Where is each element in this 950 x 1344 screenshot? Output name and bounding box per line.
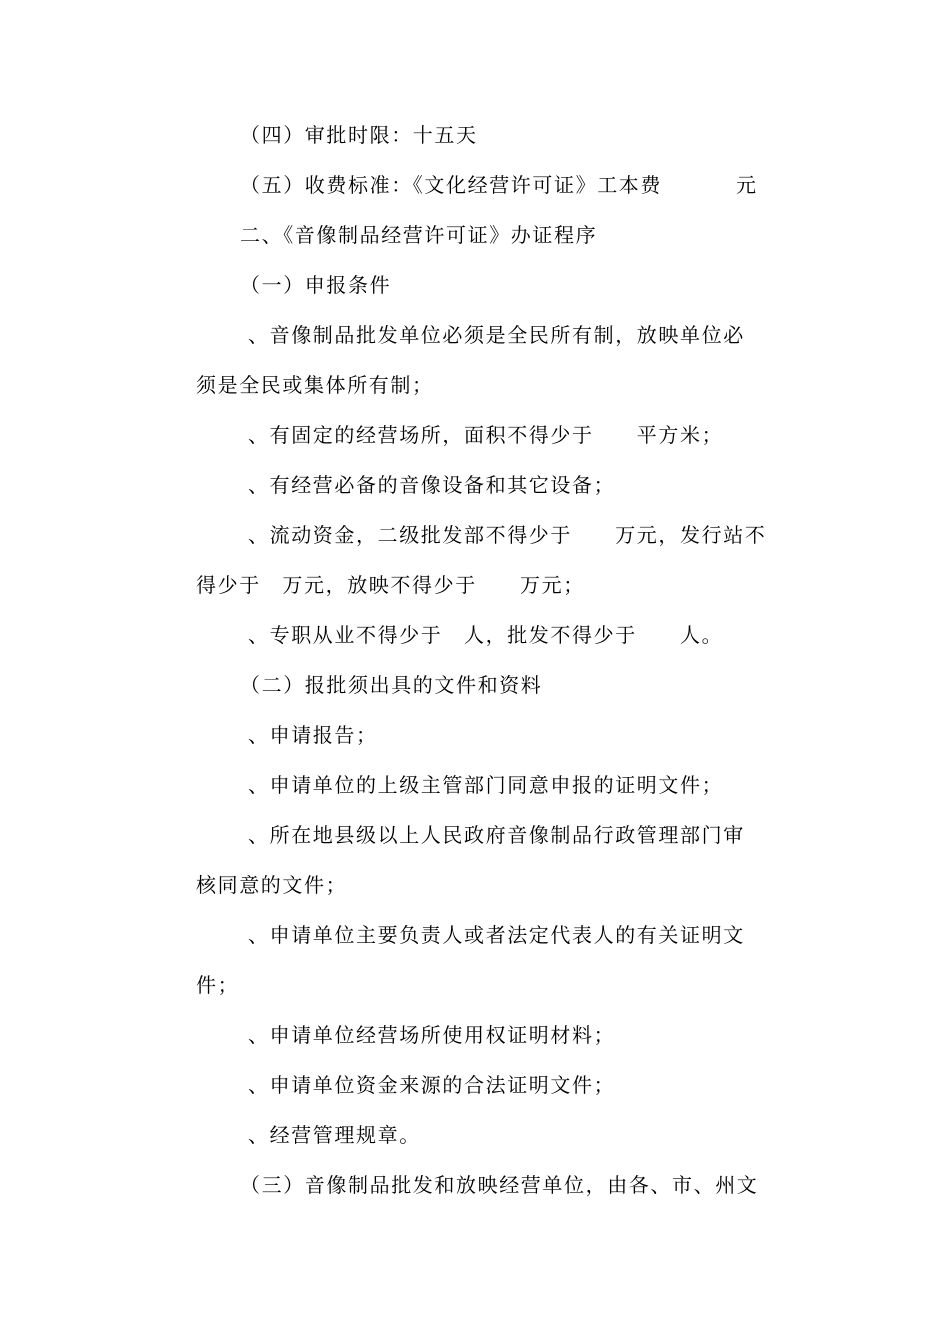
document-4-line-b: 件； bbox=[196, 973, 240, 997]
fee-standard-line: （五）收费标准：《文化经营许可证》工本费 bbox=[240, 173, 662, 197]
document-4-line-a: 、申请单位主要负责人或者法定代表人的有关证明文 bbox=[248, 923, 745, 947]
condition-1-line-a: 、音像制品批发单位必须是全民所有制，放映单位必 bbox=[248, 323, 745, 347]
document-6-line: 、申请单位资金来源的合法证明文件； bbox=[248, 1073, 616, 1097]
fee-unit-text: 元 bbox=[736, 173, 758, 197]
document-5-line: 、申请单位经营场所使用权证明材料； bbox=[248, 1023, 616, 1047]
document-1-line: 、申请报告； bbox=[248, 723, 378, 747]
condition-4-line-b: 得少于 万元，放映不得少于 万元； bbox=[196, 573, 585, 597]
document-3-line-b: 核同意的文件； bbox=[196, 873, 348, 897]
section-heading-two: 二、《音像制品经营许可证》办证程序 bbox=[240, 223, 598, 247]
condition-1-line-b: 须是全民或集体所有制； bbox=[196, 373, 434, 397]
document-2-line: 、申请单位的上级主管部门同意申报的证明文件； bbox=[248, 773, 724, 797]
subheading-required-documents: （二）报批须出具的文件和资料 bbox=[240, 673, 543, 697]
subheading-three-line: （三）音像制品批发和放映经营单位，由各、市、州文 bbox=[240, 1173, 759, 1197]
subheading-application-conditions: （一）申报条件 bbox=[240, 273, 392, 297]
condition-5-line: 、专职从业不得少于 人，批发不得少于 人。 bbox=[248, 623, 724, 647]
condition-2-line: 、有固定的经营场所，面积不得少于 平方米； bbox=[248, 423, 724, 447]
document-7-line: 、经营管理规章。 bbox=[248, 1123, 421, 1147]
approval-time-limit-line: （四）审批时限：十五天 bbox=[240, 123, 478, 147]
document-3-line-a: 、所在地县级以上人民政府音像制品行政管理部门审 bbox=[248, 823, 745, 847]
condition-4-line-a: 、流动资金，二级批发部不得少于 万元，发行站不 bbox=[248, 523, 767, 547]
condition-3-line: 、有经营必备的音像设备和其它设备； bbox=[248, 473, 616, 497]
